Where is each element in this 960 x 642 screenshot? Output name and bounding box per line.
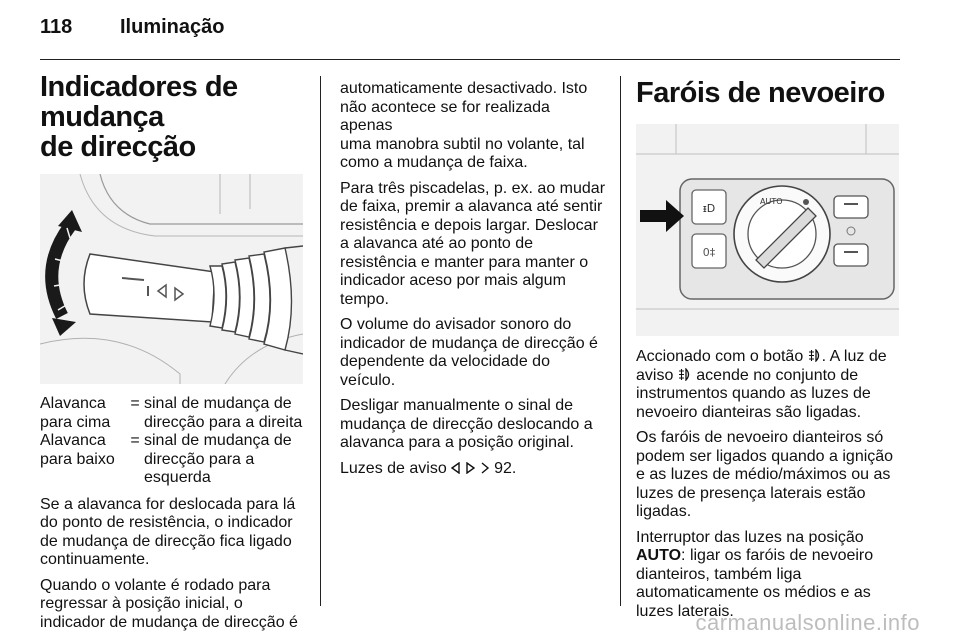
page-reference-icon: [480, 462, 490, 474]
chapter-title: Iluminação: [120, 16, 225, 38]
turn-signal-arrows-icon: [451, 462, 475, 474]
paragraph: Quando o volante é rodado para regressar à posição inicial, o indicador de mudança de direcção é: [40, 576, 298, 631]
column-2: [340, 80, 606, 485]
section-title-turn-signals: [40, 72, 306, 162]
svg-text:0‡: 0‡: [702, 246, 716, 259]
definition-term: Alavanca para baixo: [40, 432, 115, 468]
section-title-fog-lights: Faróis de nevoeiro: [636, 77, 885, 109]
turn-signal-lever-icon: [40, 174, 303, 384]
fog-light-warning-icon: [678, 368, 692, 381]
page-header: [40, 16, 224, 39]
column-divider-1: [320, 76, 321, 606]
light-switch-figure: [636, 124, 899, 336]
auto-term: AUTO: [636, 547, 682, 564]
definition-text: sinal de mudança de direcção para a esquerda: [144, 432, 292, 486]
lever-definitions: [40, 395, 304, 488]
paragraph: O volume do avisador sonoro do indicador de mudança de direcção é dependente da velocidade do veículo.: [340, 316, 598, 389]
fog-light-icon: [808, 349, 822, 362]
definition-separator: =: [130, 432, 140, 449]
definition-row: [40, 432, 304, 488]
paragraph: Accionado com o botão . A luz de aviso acende no conjunto de instrumentos quando as luzes de nevoeiro dianteiras são ligadas.: [636, 348, 887, 421]
watermark: carmanualsonline.info: [695, 610, 920, 635]
column-1: [40, 72, 306, 639]
definition-text: sinal de mudança de direcção para a direita: [144, 395, 303, 431]
paragraph: Se a alavanca for deslocada para lá do ponto de resistência, o indicador de mudança de direcção fica ligado continuamente.: [40, 495, 296, 568]
definition-separator: =: [130, 395, 140, 412]
paragraph: Desligar manualmente o sinal de mudança de direcção deslocando a alavanca para a posição original.: [340, 397, 593, 451]
turn-signal-lever-figure: [40, 174, 303, 384]
paragraph: Para três piscadelas, p. ex. ao mudar de faixa, premir a alavanca até sentir resistência e depois largar. Deslocar a alavanca até ao ponto de resistência e manter para manter o indicador aceso por mais algum tempo.: [340, 179, 606, 308]
definition-term: Alavanca para cima: [40, 395, 111, 431]
header-rule: [40, 59, 900, 60]
column-divider-2: [620, 76, 621, 606]
column-3: [636, 72, 902, 628]
title-line: de direcção: [40, 131, 196, 163]
paragraph: automaticamente desactivado. Isto não acontece se for realizada apenas uma manobra subtil no volante, tal como a mudança de faixa.: [340, 80, 588, 171]
light-switch-panel-icon: [636, 124, 899, 336]
title-line: Indicadores de mudança: [40, 71, 238, 133]
warning-light-reference: Luzes de aviso 92.: [340, 459, 517, 477]
svg-text:ᵻD: ᵻD: [702, 202, 716, 215]
page-number: 118: [40, 16, 73, 38]
paragraph: Interruptor das luzes na posição AUTO: ligar os faróis de nevoeiro dianteiros, também liga automaticamente os médios e as luzes laterais.: [636, 528, 874, 620]
paragraph: Os faróis de nevoeiro dianteiros só podem ser ligados quando a ignição e as luzes de médio/máximos ou as luzes de presença laterais estão ligadas.: [636, 429, 894, 520]
definition-row: [40, 395, 304, 432]
auto-label: AUTO: [760, 197, 783, 206]
